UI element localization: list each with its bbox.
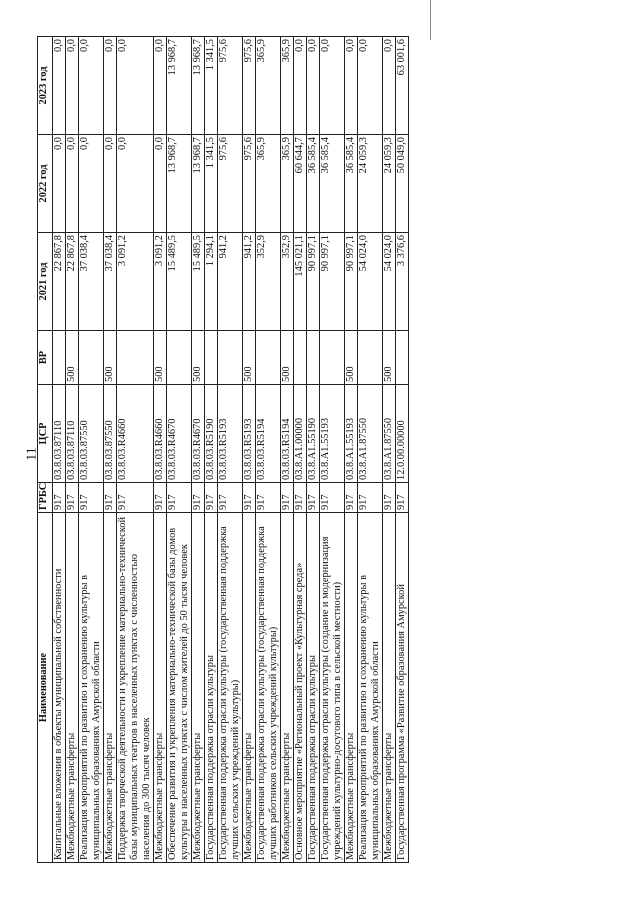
cell-grbs: 917 (66, 483, 79, 513)
cell-2023: 365,9 (256, 37, 281, 135)
cell-csr: 03.8.03.R5194 (281, 385, 294, 483)
table-header-row (38, 37, 53, 863)
table-row (104, 37, 117, 863)
cell-csr: 03.8.A1.87550 (358, 385, 383, 483)
cell-name: Реализация мероприятий по развитию и сохранению культуры в муниципальных образованиях Амурской области (79, 513, 104, 863)
cell-2023: 0,0 (294, 37, 307, 135)
header-grbs: ГРБС (38, 483, 53, 513)
cell-csr: 03.8.03.R4660 (154, 385, 167, 483)
cell-vr (167, 331, 192, 385)
cell-2023: 975,6 (218, 37, 243, 135)
cell-grbs: 917 (396, 483, 409, 513)
cell-2021: 3 376,6 (396, 233, 409, 331)
cell-grbs: 917 (205, 483, 218, 513)
cell-name: Обеспечение развития и укрепления материально-технической базы домов культуры в населенных пунктах с числом жителей до 50 тысяч человек (167, 513, 192, 863)
cell-2022: 365,9 (281, 135, 294, 233)
cell-name: Поддержка творческой деятельности и укрепление материально-технической базы муниципальных театров в населенных пунктах с численностью населения до 300 тысяч человек (117, 513, 154, 863)
cell-name: Межбюджетные трансферты (383, 513, 396, 863)
table-row (53, 37, 66, 863)
cell-vr: 500 (104, 331, 117, 385)
cell-2022: 50 049,0 (396, 135, 409, 233)
cell-2022: 60 644,7 (294, 135, 307, 233)
cell-2021: 1 294,1 (205, 233, 218, 331)
cell-grbs: 917 (79, 483, 104, 513)
table-row (205, 37, 218, 863)
header-2022: 2022 год (38, 135, 53, 233)
cell-csr: 03.8.A1.55190 (307, 385, 320, 483)
cell-2023: 13 968,7 (167, 37, 192, 135)
cell-vr (307, 331, 320, 385)
cell-grbs: 917 (281, 483, 294, 513)
cell-2022: 1 341,5 (205, 135, 218, 233)
cell-2022: 975,6 (218, 135, 243, 233)
cell-grbs: 917 (256, 483, 281, 513)
cell-csr: 03.8.03.R4660 (117, 385, 154, 483)
cell-grbs: 917 (294, 483, 307, 513)
table-row (117, 37, 154, 863)
cell-2022: 0,0 (79, 135, 104, 233)
cell-vr: 500 (66, 331, 79, 385)
cell-2023: 0,0 (320, 37, 345, 135)
page-number: 11 (24, 447, 40, 461)
table-row (192, 37, 205, 863)
cell-2022: 36 585,4 (307, 135, 320, 233)
cell-2023: 0,0 (383, 37, 396, 135)
cell-2022: 24 059,3 (383, 135, 396, 233)
cell-2022: 365,9 (256, 135, 281, 233)
cell-grbs: 917 (243, 483, 256, 513)
table-row (320, 37, 345, 863)
cell-2023: 63 001,6 (396, 37, 409, 135)
cell-vr (79, 331, 104, 385)
cell-csr: 03.8.A1.87550 (383, 385, 396, 483)
cell-2022: 0,0 (154, 135, 167, 233)
cell-csr: 03.8.03.87550 (104, 385, 117, 483)
cell-grbs: 917 (167, 483, 192, 513)
cell-csr: 03.8.03.87110 (66, 385, 79, 483)
cell-name: Межбюджетные трансферты (104, 513, 117, 863)
cell-name: Межбюджетные трансферты (192, 513, 205, 863)
cell-2022: 36 585,4 (320, 135, 345, 233)
cell-vr: 500 (192, 331, 205, 385)
cell-2022: 0,0 (104, 135, 117, 233)
cell-2021: 22 867,8 (53, 233, 66, 331)
cell-2023: 1 341,5 (205, 37, 218, 135)
cell-grbs: 917 (218, 483, 243, 513)
cell-2021: 145 021,1 (294, 233, 307, 331)
cell-2023: 0,0 (358, 37, 383, 135)
cell-2023: 0,0 (154, 37, 167, 135)
cell-name: Межбюджетные трансферты (345, 513, 358, 863)
cell-grbs: 917 (345, 483, 358, 513)
cell-2022: 0,0 (117, 135, 154, 233)
cell-vr: 500 (383, 331, 396, 385)
cell-name: Межбюджетные трансферты (281, 513, 294, 863)
table-row (79, 37, 104, 863)
cell-2022: 0,0 (66, 135, 79, 233)
cell-2021: 22 867,8 (66, 233, 79, 331)
table-row (358, 37, 383, 863)
cell-2023: 0,0 (345, 37, 358, 135)
cell-csr: 03.8.03.R5190 (205, 385, 218, 483)
cell-grbs: 917 (104, 483, 117, 513)
cell-vr (320, 331, 345, 385)
cell-2023: 0,0 (104, 37, 117, 135)
cell-2023: 13 968,7 (192, 37, 205, 135)
cell-csr: 03.8.03.R4670 (192, 385, 205, 483)
cell-name: Государственная поддержка отрасли культуры (307, 513, 320, 863)
table-row (307, 37, 320, 863)
cell-csr: 03.8.03.R5194 (256, 385, 281, 483)
cell-vr: 500 (243, 331, 256, 385)
cell-csr: 03.8.03.R4670 (167, 385, 192, 483)
cell-2021: 941,2 (218, 233, 243, 331)
table-body (53, 37, 409, 863)
budget-table (37, 36, 409, 863)
cell-vr (117, 331, 154, 385)
cell-vr: 500 (154, 331, 167, 385)
cell-2021: 352,9 (281, 233, 294, 331)
cell-name: Государственная поддержка отрасли культуры (государственная поддержка лучших сельских учреждений культуры) (218, 513, 243, 863)
cell-name: Основное мероприятие «Региональный проект «Культурная среда» (294, 513, 307, 863)
cell-vr (218, 331, 243, 385)
cell-csr: 03.8.A1.55193 (345, 385, 358, 483)
header-name: Наименование (38, 513, 53, 863)
cell-grbs: 917 (358, 483, 383, 513)
cell-grbs: 917 (307, 483, 320, 513)
header-csr: ЦСР (38, 385, 53, 483)
cell-2023: 975,6 (243, 37, 256, 135)
cell-vr (396, 331, 409, 385)
cell-2022: 13 968,7 (192, 135, 205, 233)
cell-2023: 365,9 (281, 37, 294, 135)
cell-name: Межбюджетные трансферты (154, 513, 167, 863)
table-row (281, 37, 294, 863)
cell-grbs: 917 (53, 483, 66, 513)
cell-2021: 54 024,0 (383, 233, 396, 331)
cell-vr: 500 (345, 331, 358, 385)
cell-2022: 975,6 (243, 135, 256, 233)
cell-vr (294, 331, 307, 385)
cell-2021: 37 038,4 (79, 233, 104, 331)
cell-vr: 500 (281, 331, 294, 385)
header-2023: 2023 год (38, 37, 53, 135)
table-row (66, 37, 79, 863)
cell-2022: 0,0 (53, 135, 66, 233)
cell-name: Капитальные вложения в объекты муниципальной собственности (53, 513, 66, 863)
cell-vr (256, 331, 281, 385)
cell-2021: 3 091,2 (117, 233, 154, 331)
cell-csr: 03.8.03.87110 (53, 385, 66, 483)
cell-2021: 15 489,5 (192, 233, 205, 331)
cell-2021: 90 997,1 (345, 233, 358, 331)
cell-grbs: 917 (117, 483, 154, 513)
cell-name: Государственная поддержка отрасли культуры (государственная поддержка лучших работников сельских учреждений культуры) (256, 513, 281, 863)
scan-mark-line (430, 0, 431, 40)
cell-csr: 03.8.A1.00000 (294, 385, 307, 483)
table-row (345, 37, 358, 863)
table-row (383, 37, 396, 863)
cell-2023: 0,0 (79, 37, 104, 135)
cell-name: Государственная поддержка отрасли культуры (создание и модернизация учреждений культурно-досугового типа в сельской местности) (320, 513, 345, 863)
table-row (167, 37, 192, 863)
cell-2023: 0,0 (307, 37, 320, 135)
rotated-table-container (37, 37, 592, 863)
header-vr: ВР (38, 331, 53, 385)
cell-2023: 0,0 (66, 37, 79, 135)
cell-csr: 03.8.03.R5193 (243, 385, 256, 483)
table-row (243, 37, 256, 863)
cell-csr: 12.0.00.00000 (396, 385, 409, 483)
cell-vr (358, 331, 383, 385)
cell-csr: 03.8.A1.55193 (320, 385, 345, 483)
cell-vr (205, 331, 218, 385)
cell-2022: 36 585,4 (345, 135, 358, 233)
cell-2022: 13 968,7 (167, 135, 192, 233)
cell-csr: 03.8.03.R5193 (218, 385, 243, 483)
cell-2022: 24 059,3 (358, 135, 383, 233)
cell-grbs: 917 (320, 483, 345, 513)
table-row (218, 37, 243, 863)
cell-name: Реализация мероприятий по развитию и сохранению культуры в муниципальных образованиях Амурской области (358, 513, 383, 863)
table-row (396, 37, 409, 863)
cell-2021: 3 091,2 (154, 233, 167, 331)
cell-name: Государственная программа «Развитие образования Амурской (396, 513, 409, 863)
cell-grbs: 917 (383, 483, 396, 513)
cell-2021: 15 489,5 (167, 233, 192, 331)
cell-2023: 0,0 (53, 37, 66, 135)
cell-csr: 03.8.03.87550 (79, 385, 104, 483)
cell-name: Государственная поддержка отрасли культуры (205, 513, 218, 863)
cell-2023: 0,0 (117, 37, 154, 135)
cell-2021: 54 024,0 (358, 233, 383, 331)
table-row (294, 37, 307, 863)
cell-2021: 90 997,1 (307, 233, 320, 331)
header-2021: 2021 год (38, 233, 53, 331)
cell-grbs: 917 (154, 483, 167, 513)
cell-name: Межбюджетные трансферты (243, 513, 256, 863)
cell-grbs: 917 (192, 483, 205, 513)
cell-2021: 37 038,4 (104, 233, 117, 331)
cell-2021: 352,9 (256, 233, 281, 331)
table-row (256, 37, 281, 863)
cell-name: Межбюджетные трансферты (66, 513, 79, 863)
table-row (154, 37, 167, 863)
cell-vr (53, 331, 66, 385)
cell-2021: 941,2 (243, 233, 256, 331)
cell-2021: 90 997,1 (320, 233, 345, 331)
